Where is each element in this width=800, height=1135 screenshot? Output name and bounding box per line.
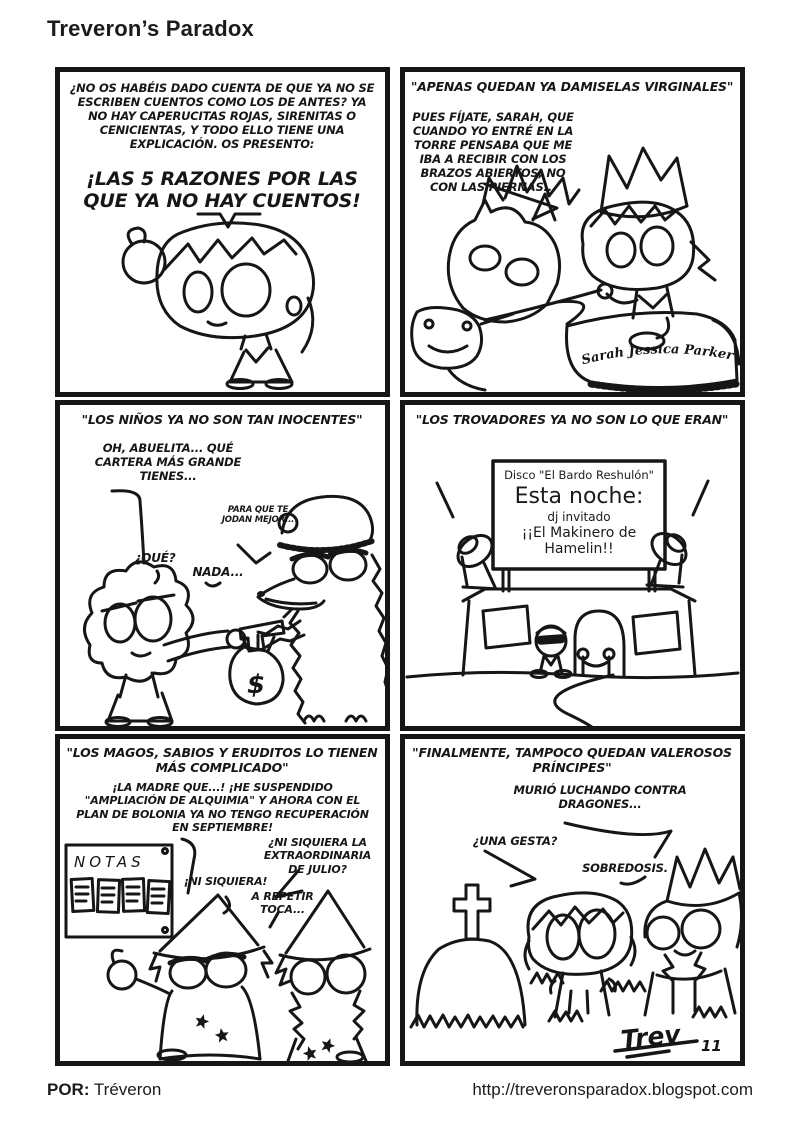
panel-6-principes <box>400 734 745 1066</box>
thumbs-up-fist <box>108 961 136 989</box>
author-name: Tréveron <box>89 1080 162 1099</box>
money-bag-dollar: $ <box>246 670 266 700</box>
sign-line1: Disco "El Bardo Reshulón" <box>504 468 654 482</box>
beard <box>290 991 364 1049</box>
panel1-headline: ¡LAS 5 RAZONES POR LAS QUE YA NO HAY CUENTOS! <box>83 168 361 213</box>
signature-year: 11 <box>701 1037 722 1055</box>
bubble-tail-sobredosis <box>621 877 645 884</box>
panel3-speech-nada: NADA... <box>192 565 244 579</box>
panel5-speech-question: ¿NI SIQUIERA LA EXTRAORDINARIA DE JULIO? <box>263 836 372 876</box>
panel3-speech-girl: OH, ABUELITA... QUÉ CARTERA MÁS GRANDE TIENES... <box>94 441 242 484</box>
panel6-speech-gesta: ¿UNA GESTA? <box>472 834 558 848</box>
bubble-tail-nada <box>206 583 220 586</box>
ground-line <box>407 672 738 677</box>
panel1-intro-text: ¿NO OS HABÉIS DADO CUENTA DE QUE YA NO SE ESCRIBEN CUENTOS COMO LOS DE ANTES? YA NO HAY CAPERUCITAS ROJAS, SIRENITAS O CENICIENTAS, Y TODO ELLO TIENE UNA EXPLICACIÓN. OS PRESENTO: <box>69 81 375 152</box>
panel-3-ninos <box>55 400 390 731</box>
bubble-tail-dragones <box>565 823 671 857</box>
panel4-header: "LOS TROVADORES YA NO SON LO QUE ERAN" <box>415 412 729 427</box>
grass <box>411 1015 523 1027</box>
grave-cross <box>454 885 490 939</box>
bubble-tail-gesta <box>485 851 535 886</box>
grass <box>531 973 563 983</box>
velvet-rope <box>578 649 614 675</box>
panel5-speech-repeat: A REPETIR TOCA... <box>251 890 314 917</box>
panel-4-trovadores <box>400 400 745 731</box>
panel3-header: "LOS NIÑOS YA NO SON TAN INOCENTES" <box>81 412 363 427</box>
panel6-speech-sobredosis: SOBREDOSIS. <box>582 861 668 875</box>
bangs <box>164 238 296 270</box>
author-label: POR: <box>47 1080 90 1099</box>
sign-line3: dj invitado <box>547 510 611 524</box>
muzzle <box>412 308 482 369</box>
sign-line2: Esta noche: <box>514 484 644 509</box>
blanket-text: Sarah Jessica Parker <box>580 342 735 369</box>
grass <box>601 981 645 991</box>
panel5-speech-main: ¡LA MADRE QUE...! ¡HE SUSPENDIDO "AMPLIACIÓN DE ALQUIMIA" Y AHORA CON EL PLAN DE BOLONIA YA NO TENGO RECUPERACIÓN EN SEPTIEMBRE! <box>76 781 369 835</box>
panel5-header: "LOS MAGOS, SABIOS Y ERUDITOS LO TIENEN MÁS COMPLICADO" <box>66 745 378 776</box>
disco-building <box>407 589 738 678</box>
artist-signature: Trev <box>619 1019 683 1055</box>
panel-2-damiselas <box>400 67 745 397</box>
panel-5-magos <box>55 734 390 1066</box>
panel3-speech-wolf-small: PARA QUE TE JODAN MEJOR... <box>221 505 295 526</box>
spotlight-left <box>437 483 499 589</box>
panel3-speech-que: ¿QUÉ? <box>134 551 176 565</box>
girl-mourner-character <box>525 893 635 1017</box>
narrator-girl-character <box>123 223 314 389</box>
red-riding-hood-character <box>84 562 292 726</box>
window-right <box>633 612 680 654</box>
panel6-speech-dragones: MURIÓ LUCHANDO CONTRA DRAGONES... <box>513 783 687 812</box>
page-title: Treveron’s Paradox <box>47 16 254 41</box>
grass <box>693 1007 726 1017</box>
notice-board-title: NOTAS <box>74 853 145 871</box>
bubble-tail-que <box>155 571 159 583</box>
panel2-header: "APENAS QUEDAN YA DAMISELAS VIRGINALES" <box>410 79 734 94</box>
window-left <box>483 606 530 648</box>
queue-line <box>555 611 624 726</box>
blog-url: http://treveronsparadox.blogspot.com <box>472 1080 753 1099</box>
sign-line4: ¡¡El Makinero de Hamelin!! <box>521 525 637 558</box>
panel5-speech-answer: ¡NI SIQUIERA! <box>183 875 268 888</box>
bouncer-character <box>531 626 571 678</box>
author-credit <box>47 1080 161 1100</box>
bubble-tail-wolf <box>238 545 270 563</box>
panel2-speech: PUES FÍJATE, SARAH, QUE CUANDO YO ENTRÉ EN LA TORRE PENSABA QUE ME IBA A RECIBIR CON LOS BRAZOS ABIERTOS, NO CON LAS PIERNAS... <box>412 110 574 195</box>
panel6-header: "FINALMENTE, TAMPOCO QUEDAN VALEROSOS PRÍNCIPES" <box>412 745 732 776</box>
wizard-left-character <box>108 895 272 1060</box>
panel-1-intro <box>55 67 390 397</box>
disco-sign-text <box>495 463 663 567</box>
gravestone <box>411 885 525 1027</box>
